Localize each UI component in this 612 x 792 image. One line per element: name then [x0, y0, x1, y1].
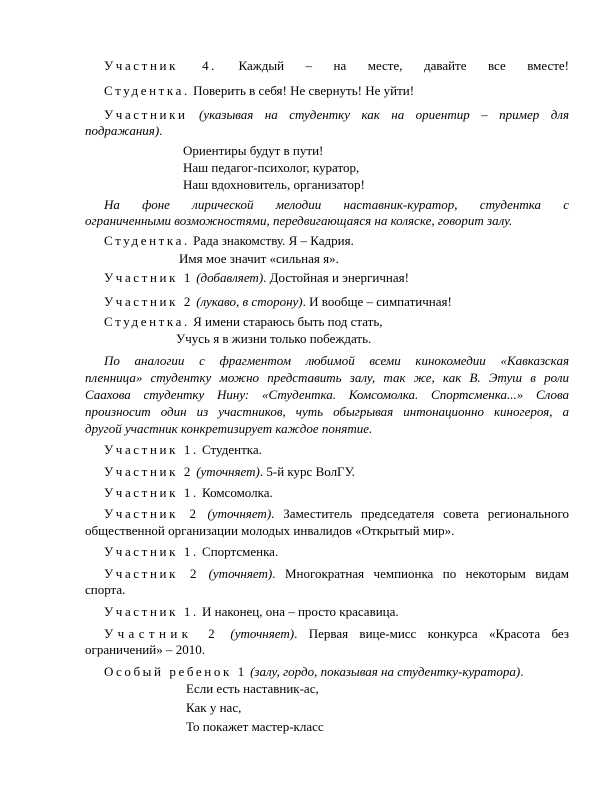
verse-line-1 — [183, 142, 563, 159]
line-text: Учусь я в жизни только побеждать. — [176, 331, 372, 346]
line-text: Наш вдохновитель, организатор! — [183, 177, 365, 192]
line-14 — [104, 313, 569, 330]
line-text: . — [159, 123, 163, 138]
line-text: Комсомолка. — [198, 485, 273, 500]
stage-direction: (указывая на студентку как на ориентир – пример для — [187, 107, 569, 122]
stage-direction: (лукаво, в сторону) — [192, 294, 303, 309]
line-3 — [104, 106, 569, 123]
stage-direction: (уточняет) — [219, 626, 295, 641]
speaker: Студентка. — [104, 314, 190, 329]
line-28 — [85, 581, 569, 598]
line-text: спорта. — [85, 582, 126, 597]
stage-direction: (добавляет) — [192, 270, 264, 285]
line-2 — [104, 82, 569, 99]
speaker: Особый ребенок 1 — [104, 664, 247, 679]
line-26 — [104, 543, 569, 560]
verse-line-3 — [183, 176, 563, 193]
verse-line-8 — [186, 718, 566, 735]
stage-direction: (залу, гордо, показывая на студентку-куратора) — [246, 664, 521, 679]
line-text: Спортсменка. — [198, 544, 279, 559]
verse-line-5 — [176, 330, 556, 347]
speaker: Участник 1 — [104, 270, 193, 285]
line-text: . 5-й курс ВолГУ. — [259, 464, 355, 479]
line-12 — [104, 269, 569, 286]
verse-line-7 — [186, 699, 566, 716]
line-text: То покажет мастер-класс — [186, 719, 324, 734]
line-text: Имя мое значит «сильная я». — [179, 251, 339, 266]
speaker: Участник 2 — [104, 566, 200, 581]
stage-direction: (уточняет) — [199, 566, 273, 581]
verse-line-4 — [179, 250, 559, 267]
line-text: Наш педагог-психолог, куратор, — [183, 160, 360, 175]
speaker: Участник 1. — [104, 442, 199, 457]
stage-direction: другой участник конкретизирует каждое понятие. — [85, 421, 373, 436]
speaker: Участник 1. — [104, 604, 199, 619]
speaker: Участники — [104, 107, 188, 122]
line-25 — [85, 522, 569, 539]
line-text: . Заместитель председателя совета регионального — [271, 506, 569, 521]
line-text: . И вообще – симпатичная! — [302, 294, 452, 309]
speaker: Участник 2 — [104, 294, 193, 309]
line-text: Я имени стараюсь быть под стать, — [189, 314, 383, 329]
stage-direction: пленница» студентку можно представить залу, так же, как В. Этуш в роли — [85, 370, 569, 385]
line-10 — [104, 232, 569, 249]
line-21 — [104, 441, 569, 458]
line-1 — [104, 57, 569, 74]
line-text: . — [520, 664, 524, 679]
line-29 — [104, 603, 569, 620]
line-text: . Многократная чемпионка по некоторым видам — [272, 566, 569, 581]
stage-direction: ограниченными возможностями, передвигающаяся на коляске, говорит залу. — [85, 213, 513, 228]
speaker: Участник 1. — [104, 544, 199, 559]
line-text: общественной организации молодых инвалидов «Открытый мир». — [85, 523, 455, 538]
direction-line-3 — [104, 352, 569, 369]
line-text: Рада знакомству. Я – Кадрия. — [189, 233, 354, 248]
line-13 — [104, 293, 569, 310]
line-31 — [85, 641, 569, 658]
stage-direction: произносит один из участников, чуть обыгрывая интонационно киногероя, а — [85, 404, 569, 419]
stage-direction: (уточняет) — [198, 506, 272, 521]
speaker: Студентка. — [104, 83, 190, 98]
direction-line-2 — [85, 212, 569, 229]
line-24 — [104, 505, 569, 522]
stage-direction: На фоне лирической мелодии наставник-куратор, студентка с — [104, 197, 569, 212]
direction-line-1 — [104, 196, 569, 213]
stage-direction: подражания) — [85, 123, 160, 138]
line-text: И наконец, она – просто красавица. — [198, 604, 399, 619]
direction-line-7 — [85, 420, 569, 437]
line-text: ограничений» – 2010. — [85, 642, 205, 657]
speaker: Участник 2 — [104, 506, 199, 521]
line-text: Каждый – на месте, давайте все вместе! — [217, 58, 569, 73]
line-text: Если есть наставник-ас, — [186, 681, 319, 696]
speaker: Участник 1. — [104, 485, 199, 500]
direction-line-6 — [85, 403, 569, 420]
verse-line-2 — [183, 159, 563, 176]
line-text: Как у нас, — [186, 700, 242, 715]
direction-line-5 — [85, 386, 569, 403]
stage-direction: (уточняет) — [192, 464, 260, 479]
line-32 — [104, 663, 569, 680]
line-text: . Достойная и энергичная! — [263, 270, 409, 285]
speaker: Участник 2 — [104, 464, 193, 479]
verse-line-6 — [186, 680, 566, 697]
line-text: Поверить в себя! Не свернуть! Не уйти! — [189, 83, 415, 98]
line-23 — [104, 484, 569, 501]
speaker: Студентка. — [104, 233, 190, 248]
line-text: . Первая вице-мисс конкурса «Красота без — [294, 626, 569, 641]
line-22 — [104, 463, 569, 480]
line-30 — [104, 625, 569, 642]
direction-line-4 — [85, 369, 569, 386]
speaker: Участник 4. — [104, 58, 218, 73]
stage-direction: По аналогии с фрагментом любимой всеми кинокомедии «Кавказская — [104, 353, 569, 368]
line-4 — [85, 122, 569, 139]
line-text: Ориентиры будут в пути! — [183, 143, 324, 158]
line-27 — [104, 565, 569, 582]
line-text: Студентка. — [198, 442, 262, 457]
speaker: Участник 2 — [104, 626, 220, 641]
stage-direction: Саахова студентку Нину: «Студентка. Комсомолка. Спортсменка...» Слова — [85, 387, 569, 402]
